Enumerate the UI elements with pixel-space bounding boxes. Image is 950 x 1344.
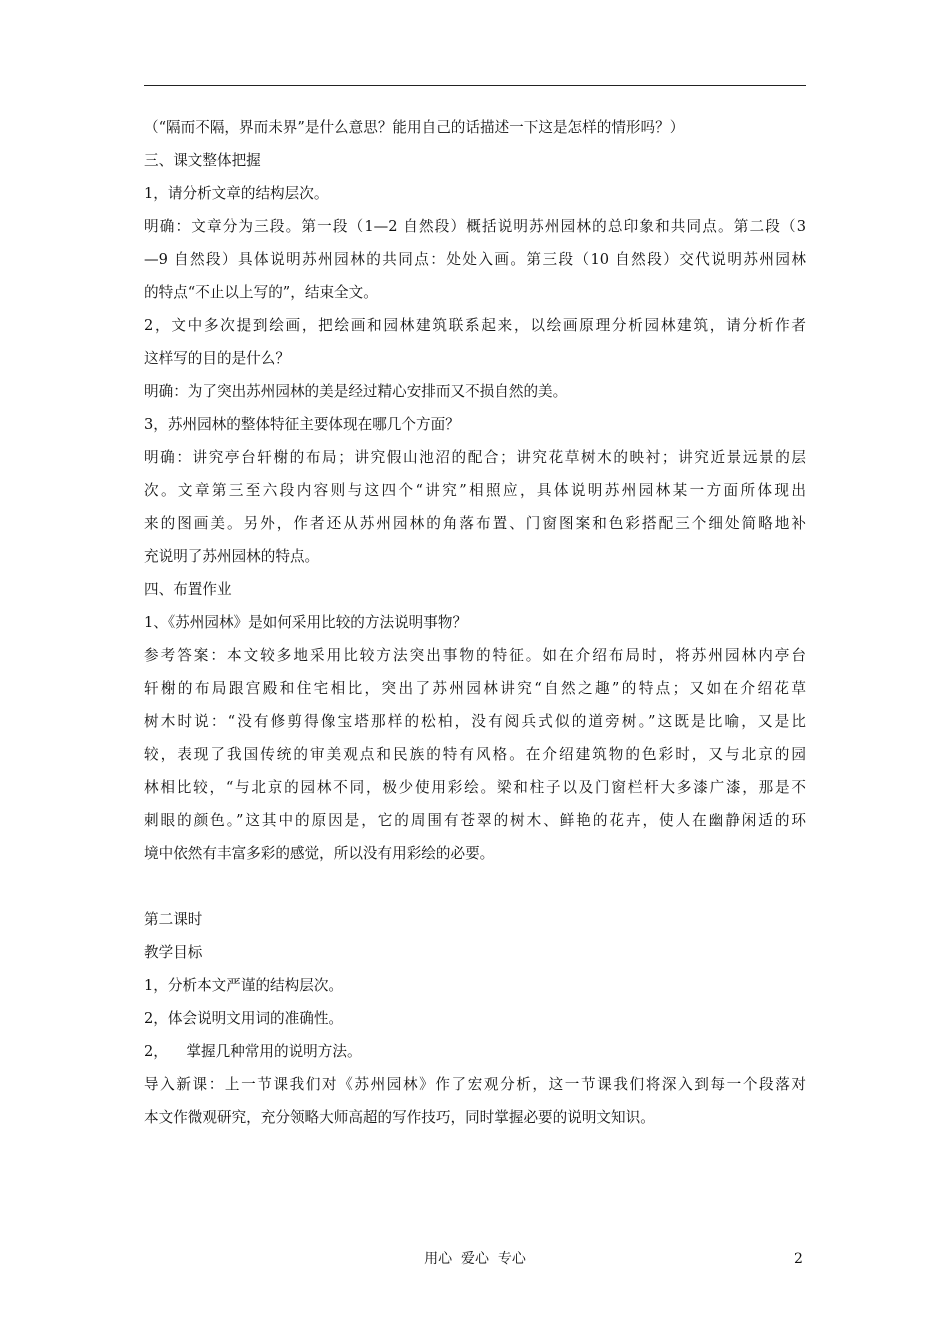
question-note: （“隔而不隔，界而未界”是什么意思？能用自己的话描述一下这是怎样的情形吗？） [144,119,685,136]
section-heading-4: 四、布置作业 [144,581,232,598]
answer-3-line-2: 次。文章第三至六段内容则与这四个“讲究”相照应，具体说明苏州园林某一方面所体现出 [144,482,806,499]
lesson-2-heading: 第二课时 [144,911,203,928]
header-rule [144,85,806,86]
item-3: 3，苏州园林的整体特征主要体现在哪几个方面？ [144,416,460,433]
reference-answer-line-4: 较，表现了我国传统的审美观点和民族的特有风格。在介绍建筑物的色彩时，又与北京的园 [144,746,806,763]
answer-1-line-1: 明确：文章分为三段。第一段（1—2 自然段）概括说明苏州园林的总印象和共同点。第二段（3 [144,218,806,235]
reference-answer-line-7: 境中依然有丰富多彩的感觉，所以没有用彩绘的必要。 [144,845,495,862]
reference-answer-line-5: 林相比较，“与北京的园林不同，极少使用彩绘。梁和柱子以及门窗栏杆大多漆广漆，那是不 [144,779,806,796]
goal-3: 2， 掌握几种常用的说明方法。 [144,1043,362,1060]
goal-2: 2，体会说明文用词的准确性。 [144,1010,344,1027]
item-1: 1，请分析文章的结构层次。 [144,185,329,202]
footer-motto: 用心 爱心 专心 [424,1251,526,1267]
reference-answer-line-3: 树木时说：“没有修剪得像宝塔那样的松柏，没有阅兵式似的道旁树。”这既是比喻，又是比 [144,713,806,730]
item-2-line-1: 2，文中多次提到绘画，把绘画和园林建筑联系起来，以绘画原理分析园林建筑，请分析作者 [144,317,806,334]
section-heading-3: 三、课文整体把握 [144,152,261,169]
answer-1-line-3: 的特点“不止以上写的”，结束全文。 [144,284,378,301]
intro-line-1: 导入新课：上一节课我们对《苏州园林》作了宏观分析，这一节课我们将深入到每一个段落对 [144,1076,806,1093]
homework-item-1: 1、《苏州园林》是如何采用比较的方法说明事物？ [144,614,468,631]
intro-line-2: 本文作微观研究，充分领略大师高超的写作技巧，同时掌握必要的说明文知识。 [144,1109,655,1126]
page-number: 2 [794,1251,803,1267]
answer-1-line-2: —9 自然段）具体说明苏州园林的共同点：处处入画。第三段（10 自然段）交代说明苏州园林 [144,251,806,268]
item-2-line-2: 这样写的目的是什么？ [144,350,290,367]
reference-answer-line-1: 参考答案：本文较多地采用比较方法突出事物的特征。如在介绍布局时，将苏州园林内亭台 [144,647,806,664]
answer-2: 明确：为了突出苏州园林的美是经过精心安排而又不损自然的美。 [144,383,568,400]
answer-3-line-1: 明确：讲究亭台轩榭的布局；讲究假山池沼的配合；讲究花草树木的映衬；讲究近景远景的层 [144,449,806,466]
answer-3-line-4: 充说明了苏州园林的特点。 [144,548,320,565]
answer-3-line-3: 来的图画美。另外，作者还从苏州园林的角落布置、门窗图案和色彩搭配三个细处简略地补 [144,515,806,532]
goal-1: 1，分析本文严谨的结构层次。 [144,977,344,994]
teaching-goals-heading: 教学目标 [144,944,203,961]
reference-answer-line-6: 刺眼的颜色。”这其中的原因是，它的周围有苍翠的树木、鲜艳的花卉，使人在幽静闲适的环 [144,812,806,829]
reference-answer-line-2: 轩榭的布局跟宫殿和住宅相比，突出了苏州园林讲究“自然之趣”的特点；又如在介绍花草 [144,680,806,697]
